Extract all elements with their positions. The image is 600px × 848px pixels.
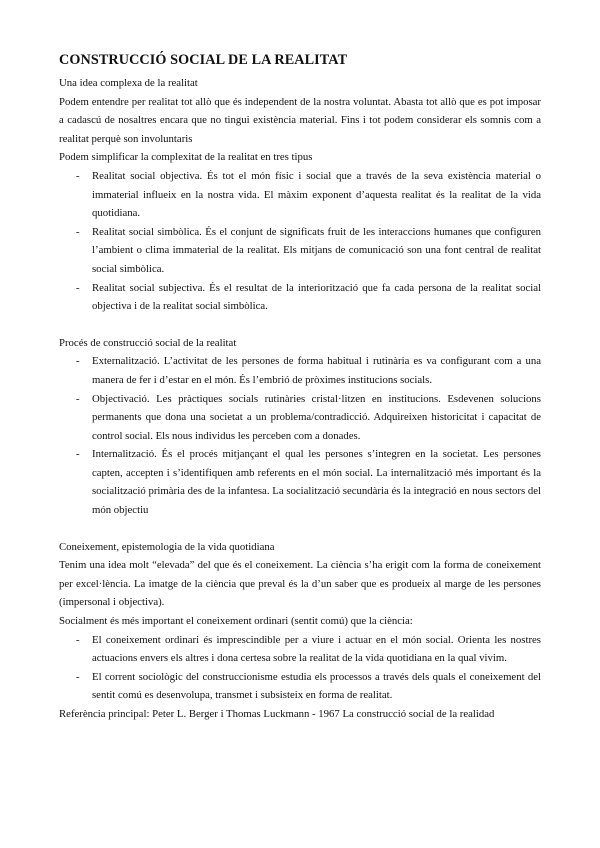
list-item: - Internalització. És el procés mitjançant el qual les persones s’integren en la societat. Les persones capten, accepten i s’identifiquen amb referents en el món social. La internalització més important és la socialització primària des de la infantesa. La socialització secundària és la integració en nous sectors del món objectiu <box>92 445 541 519</box>
section-subtitle-knowledge: Coneixement, epistemologia de la vida quotidiana <box>59 540 275 553</box>
list-item: - Realitat social objectiva. És tot el món físic i social que a través de la seva existència material o immaterial influeix en la nostra vida. El màxim exponent d’aquesta realitat és la realitat de la vida quotidiana. <box>92 167 541 223</box>
list-item: - El corrent sociològic del construccionisme estudia els processos a través dels quals el coneixement del sentit comú es desenvolupa, transmet i subsisteix en forma de realitat. <box>92 668 541 705</box>
reference-line: Referència principal: Peter L. Berger i Thomas Luckmann - 1967 La construcció social de la realidad <box>59 708 495 720</box>
knowledge-list <box>59 631 541 705</box>
reality-types-intro: Podem simplificar la complexitat de la realitat en tres tipus <box>59 151 313 164</box>
list-item: - El coneixement ordinari és imprescindible per a viure i actuar en el món social. Orienta les nostres actuacions envers els altres i dona certesa sobre la realitat de la vida quotidiana en la qual vivim. <box>92 631 541 668</box>
section-subtitle-reality: Una idea complexa de la realitat <box>59 77 198 89</box>
section-subtitle-construction: Procés de construcció social de la realitat <box>59 336 237 349</box>
reality-definition-paragraph: Podem entendre per realitat tot allò que és independent de la nostra voluntat. Abasta tot allò que es pot imposar a cadascú de nosaltres encara que no tingui existència material. Fins i tot podem considerar els somnis com a realitat perquè son involuntaris <box>59 95 541 145</box>
list-item: - Externalització. L’activitat de les persones de forma habitual i rutinària es va configurant com a una manera de fer i d’estar en el món. És l’embrió de pròximes institucions socials. <box>92 352 541 389</box>
knowledge-intro: Socialment és més important el coneixement ordinari (sentit comú) que la ciència: <box>59 615 413 628</box>
knowledge-paragraph: Tenim una idea molt “elevada” del que és el coneixement. La ciència s’ha erigit com la forma de coneixement per excel·lència. La imatge de la ciència que preval és la d’un saber que es produeix al marge de les persones (impersonal i objectiva). <box>59 559 541 609</box>
list-item: - Realitat social simbòlica. És el conjunt de significats fruit de les interaccions humanes que configuren l’ambient o clima immaterial de la realitat. Els mitjans de comunicació son una font central de realitat social simbòlica. <box>92 223 541 279</box>
list-item: - Realitat social subjectiva. És el resultat de la interiorització que fa cada persona de la realitat social objectiva i de la realitat social simbòlica. <box>92 279 541 316</box>
construction-process-list <box>59 352 541 519</box>
reality-types-list <box>59 167 541 316</box>
list-item: - Objectivació. Les pràctiques socials rutinàries cristal·litzen en institucions. Esdevenen solucions permanents que dona una societat a un problema/contradicció. Adquireixen historicitat i capacitat de control social. Els nous individus les perceben com a donades. <box>92 390 541 446</box>
document-title: CONSTRUCCIÓ SOCIAL DE LA REALITAT <box>59 52 348 68</box>
